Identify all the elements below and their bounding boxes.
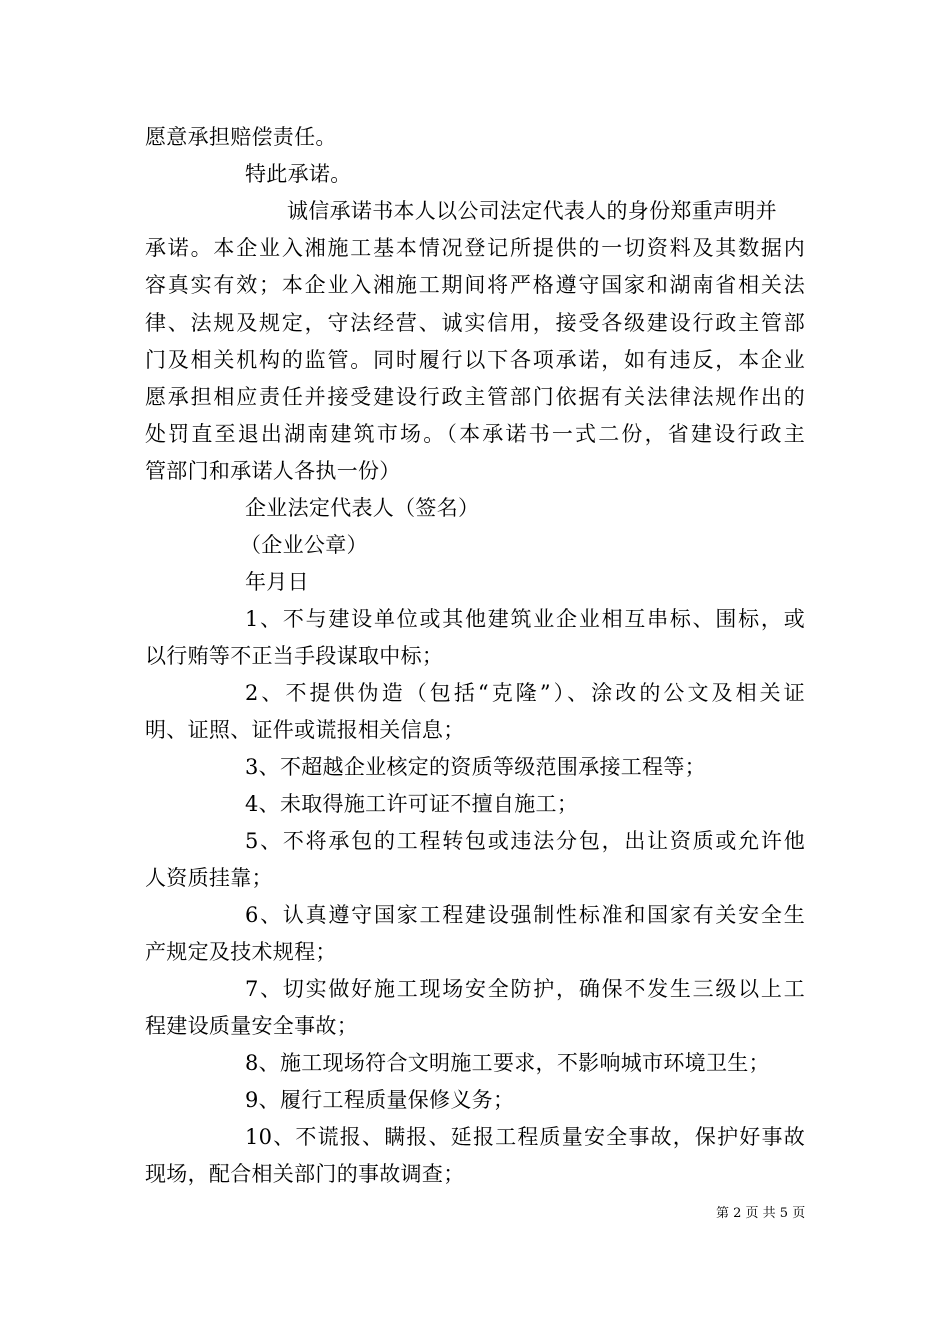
- text-line: 承诺。本企业入湘施工基本情况登记所提供的一切资料及其数据内: [145, 236, 805, 260]
- text-line: 律、法规及规定，守法经营、诚实信用，接受各级建设行政主管部: [145, 311, 805, 335]
- seal-label: （企业公章）: [240, 533, 368, 557]
- text-line: 门及相关机构的监管。同时履行以下各项承诺，如有违反，本企业: [145, 348, 805, 372]
- list-item: 1、不与建设单位或其他建筑业企业相互串标、围标，或: [245, 607, 805, 631]
- list-item-continuation: 人资质挂靠；: [145, 866, 273, 890]
- list-item: 9、履行工程质量保修义务；: [245, 1088, 515, 1112]
- text-line: 处罚直至退出湖南建筑市场。（本承诺书一式二份，省建设行政主: [145, 422, 805, 446]
- list-item: 8、施工现场符合文明施工要求，不影响城市环境卫生；: [245, 1051, 770, 1075]
- text-line: 愿意承担赔偿责任。: [145, 125, 337, 149]
- text-line: 容真实有效；本企业入湘施工期间将严格遵守国家和湖南省相关法: [145, 273, 805, 297]
- list-item-continuation: 明、证照、证件或谎报相关信息；: [145, 718, 465, 742]
- page-number-footer: 第 2 页 共 5 页: [716, 1206, 806, 1221]
- date-label: 年月日: [245, 570, 309, 594]
- list-item: 5、不将承包的工程转包或违法分包，出让资质或允许他: [245, 829, 805, 853]
- list-item-continuation: 以行贿等不正当手段谋取中标；: [145, 644, 444, 668]
- list-item: 6、认真遵守国家工程建设强制性标准和国家有关安全生: [245, 903, 805, 927]
- signature-label: 企业法定代表人（签名）: [245, 496, 480, 520]
- text-line: 特此承诺。: [245, 162, 352, 186]
- list-item: 2、不提供伪造（包括“克隆”）、涂改的公文及相关证: [245, 681, 805, 705]
- list-item-continuation: 产规定及技术规程；: [145, 940, 337, 964]
- text-line: 愿承担相应责任并接受建设行政主管部门依据有关法律法规作出的: [145, 385, 805, 409]
- text-line: 诚信承诺书本人以公司法定代表人的身份郑重声明并: [287, 199, 777, 223]
- list-item-continuation: 程建设质量安全事故；: [145, 1014, 358, 1038]
- list-item: 3、不超越企业核定的资质等级范围承接工程等；: [245, 755, 706, 779]
- text-line: 管部门和承诺人各执一份）: [145, 459, 401, 483]
- list-item: 4、未取得施工许可证不擅自施工；: [245, 792, 579, 816]
- list-item: 10、不谎报、瞒报、延报工程质量安全事故，保护好事故: [245, 1125, 805, 1149]
- list-item: 7、切实做好施工现场安全防护，确保不发生三级以上工: [245, 977, 805, 1001]
- list-item-continuation: 现场，配合相关部门的事故调查；: [145, 1162, 465, 1186]
